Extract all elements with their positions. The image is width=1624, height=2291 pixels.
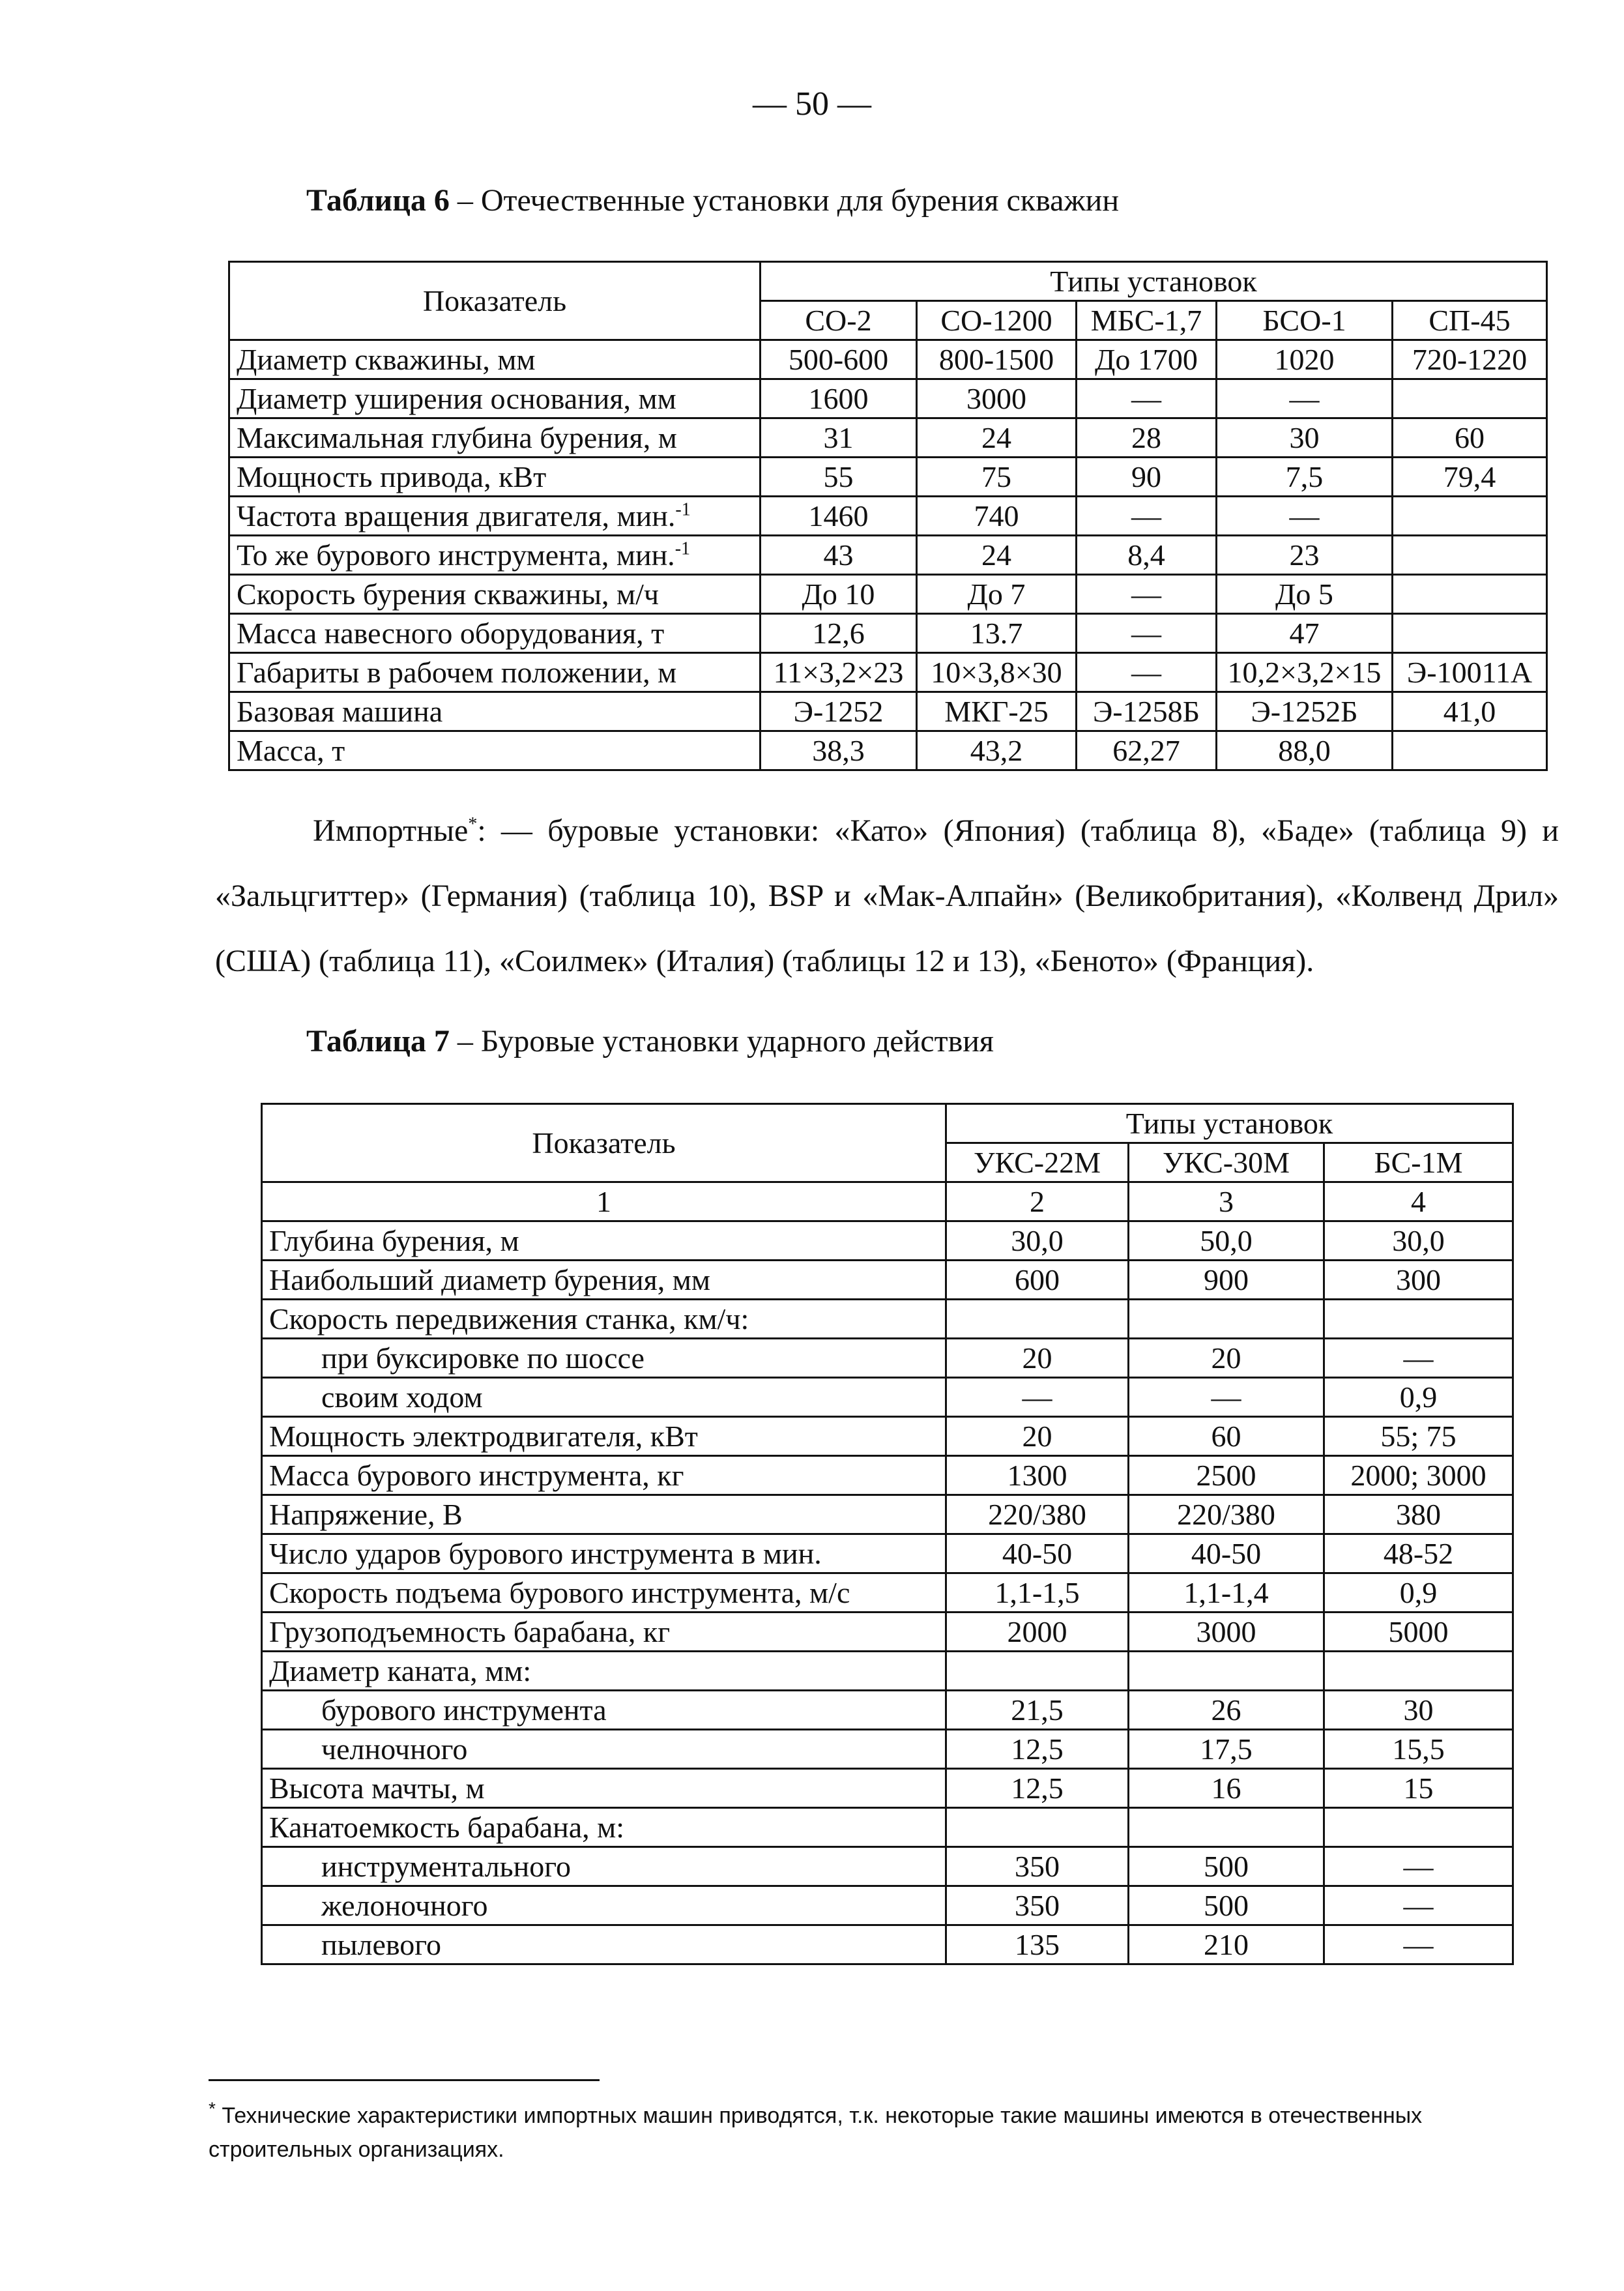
table6-type-header: СП-45 [1393, 301, 1547, 340]
table-cell: 0,9 [1324, 1378, 1513, 1417]
table-cell: 3000 [917, 379, 1077, 418]
table-cell: 1460 [761, 497, 917, 536]
table-cell: 500-600 [761, 340, 917, 379]
table-row [262, 1534, 1513, 1573]
table7-type-header: БС-1М [1324, 1143, 1513, 1182]
table-cell: 12,6 [761, 614, 917, 653]
table-row [262, 1691, 1513, 1730]
table-cell: — [946, 1378, 1129, 1417]
table-cell: 900 [1129, 1261, 1324, 1300]
table6-type-header: МБС-1,7 [1077, 301, 1217, 340]
table6-type-header: СО-2 [761, 301, 917, 340]
table-cell: 88,0 [1217, 731, 1393, 770]
table-cell: — [1324, 1847, 1513, 1886]
table-cell: 12,5 [946, 1730, 1129, 1769]
table-cell: Э-1252 [761, 692, 917, 731]
table-cell: 55; 75 [1324, 1417, 1513, 1456]
table-cell [1129, 1300, 1324, 1339]
table6-caption-label: Таблица 6 [306, 183, 450, 218]
table-cell: 17,5 [1129, 1730, 1324, 1769]
row-label [229, 458, 761, 497]
table-cell: 1,1-1,5 [946, 1573, 1129, 1612]
column-number: 4 [1324, 1182, 1513, 1221]
row-label-text: Мощность привода, кВт [237, 460, 547, 493]
table-row [262, 1730, 1513, 1769]
table-cell [1129, 1652, 1324, 1691]
table-row [262, 1417, 1513, 1456]
row-label: Скорость подъема бурового инструмента, м/с [262, 1573, 946, 1612]
table-cell [946, 1808, 1129, 1847]
table-cell: 62,27 [1077, 731, 1217, 770]
table-cell [946, 1300, 1129, 1339]
table-cell: 23 [1217, 536, 1393, 575]
table-cell [1129, 1808, 1324, 1847]
table7 [261, 1103, 1514, 1965]
table-cell: 1,1-1,4 [1129, 1573, 1324, 1612]
table-row [262, 1495, 1513, 1534]
table-cell: — [1324, 1339, 1513, 1378]
table-cell: 30,0 [1324, 1221, 1513, 1261]
table-cell: — [1077, 614, 1217, 653]
table-cell: 11×3,2×23 [761, 653, 917, 692]
row-label: Глубина бурения, м [262, 1221, 946, 1261]
table-cell: 8,4 [1077, 536, 1217, 575]
table-cell: 47 [1217, 614, 1393, 653]
table-cell: Э-10011А [1393, 653, 1547, 692]
row-label: Мощность электродвигателя, кВт [262, 1417, 946, 1456]
table-row [229, 536, 1547, 575]
row-label [229, 379, 761, 418]
table-cell: 43,2 [917, 731, 1077, 770]
row-label-text: Скорость бурения скважины, м/ч [237, 577, 660, 611]
table-cell: 5000 [1324, 1612, 1513, 1652]
table-cell: 1300 [946, 1456, 1129, 1495]
table-cell: 500 [1129, 1847, 1324, 1886]
table-cell: 38,3 [761, 731, 917, 770]
row-label: при буксировке по шоссе [262, 1339, 946, 1378]
table-cell: 30,0 [946, 1221, 1129, 1261]
table-cell: 28 [1077, 418, 1217, 458]
table-row [262, 1612, 1513, 1652]
row-label: Канатоемкость барабана, м: [262, 1808, 946, 1847]
table-row [262, 1573, 1513, 1612]
table6-type-header: БСО-1 [1217, 301, 1393, 340]
table-cell: 350 [946, 1847, 1129, 1886]
table-cell: 10,2×3,2×15 [1217, 653, 1393, 692]
table-cell: 20 [946, 1339, 1129, 1378]
table-cell: — [1324, 1886, 1513, 1925]
table-cell [1393, 536, 1547, 575]
table-cell: 800-1500 [917, 340, 1077, 379]
table-cell [1393, 731, 1547, 770]
imports-paragraph [215, 798, 1559, 994]
table-row [262, 1339, 1513, 1378]
table-cell: МКГ-25 [917, 692, 1077, 731]
table6-caption [306, 182, 1119, 218]
imports-paragraph-start: Импортные [313, 813, 469, 848]
footnote [209, 2099, 1564, 2167]
table6 [228, 261, 1548, 771]
table-cell: До 7 [917, 575, 1077, 614]
row-label-text: Максимальная глубина бурения, м [237, 420, 677, 454]
row-label-sup: -1 [674, 538, 691, 559]
table-row [262, 1925, 1513, 1964]
table-cell: 720-1220 [1393, 340, 1547, 379]
table-row [229, 379, 1547, 418]
table-cell: 1020 [1217, 340, 1393, 379]
table-cell: 60 [1393, 418, 1547, 458]
table7-caption-label: Таблица 7 [306, 1024, 450, 1058]
footnote-divider [209, 2079, 600, 2081]
row-label-text: Диаметр уширения основания, мм [237, 381, 676, 415]
table-cell: 21,5 [946, 1691, 1129, 1730]
table-cell: 210 [1129, 1925, 1324, 1964]
table7-type-header: УКС-30М [1129, 1143, 1324, 1182]
table-cell: — [1077, 575, 1217, 614]
table-row [229, 614, 1547, 653]
row-label-text: То же бурового инструмента, мин. [237, 538, 675, 572]
table-row [262, 1808, 1513, 1847]
table-cell: До 5 [1217, 575, 1393, 614]
table-cell [1324, 1808, 1513, 1847]
table7-header-group: Типы установок [946, 1104, 1513, 1143]
table-row [229, 731, 1547, 770]
table-cell: 7,5 [1217, 458, 1393, 497]
table-cell: — [1077, 653, 1217, 692]
table-cell: 20 [1129, 1339, 1324, 1378]
table6-header-group: Типы установок [761, 262, 1547, 301]
table7-header-param: Показатель [262, 1104, 946, 1182]
table-cell: 500 [1129, 1886, 1324, 1925]
table-row [262, 1769, 1513, 1808]
table-cell: 600 [946, 1261, 1129, 1300]
row-label [229, 340, 761, 379]
footnote-text: Технические характеристики импортных машин приводятся, т.к. некоторые такие машины имеются в отечественных строительных организациях. [209, 2103, 1423, 2162]
table-cell: 220/380 [946, 1495, 1129, 1534]
table6-header-param: Показатель [229, 262, 761, 340]
table-cell: — [1217, 497, 1393, 536]
row-label [229, 731, 761, 770]
table-cell: — [1129, 1378, 1324, 1417]
page-number: — 50 — [753, 85, 871, 123]
footnote-marker: * [468, 814, 478, 834]
table-cell [1393, 379, 1547, 418]
row-label: Число ударов бурового инструмента в мин. [262, 1534, 946, 1573]
row-label: Грузоподъемность барабана, кг [262, 1612, 946, 1652]
table-cell: — [1324, 1925, 1513, 1964]
footnote-star: * [209, 2098, 216, 2119]
row-label: желоночного [262, 1886, 946, 1925]
table-cell: 350 [946, 1886, 1129, 1925]
row-label [229, 497, 761, 536]
table-cell: 26 [1129, 1691, 1324, 1730]
table-cell: 24 [917, 418, 1077, 458]
table-cell: 41,0 [1393, 692, 1547, 731]
table-row [262, 1378, 1513, 1417]
table-row [262, 1652, 1513, 1691]
row-label-text: Диаметр скважины, мм [237, 342, 536, 376]
column-number: 1 [262, 1182, 946, 1221]
table-cell: 50,0 [1129, 1221, 1324, 1261]
table-cell: Э-1252Б [1217, 692, 1393, 731]
table-cell: 15 [1324, 1769, 1513, 1808]
row-label [229, 692, 761, 731]
row-label [229, 536, 761, 575]
table-cell: 10×3,8×30 [917, 653, 1077, 692]
table-cell: 30 [1324, 1691, 1513, 1730]
table-row [229, 458, 1547, 497]
row-label: Масса бурового инструмента, кг [262, 1456, 946, 1495]
table-row [262, 1886, 1513, 1925]
table-row [262, 1221, 1513, 1261]
row-label-text: Базовая машина [237, 694, 443, 728]
table-cell: 3000 [1129, 1612, 1324, 1652]
row-label-text: Масса, т [237, 733, 345, 767]
column-number: 2 [946, 1182, 1129, 1221]
table-cell: 30 [1217, 418, 1393, 458]
table-cell: — [1077, 497, 1217, 536]
table6-header-row [229, 262, 1547, 301]
table-cell: 12,5 [946, 1769, 1129, 1808]
table7-type-header: УКС-22М [946, 1143, 1129, 1182]
table7-header-row [262, 1104, 1513, 1143]
row-label: челночного [262, 1730, 946, 1769]
table7-caption [306, 1023, 994, 1059]
table-row [229, 497, 1547, 536]
row-label: Высота мачты, м [262, 1769, 946, 1808]
row-label: бурового инструмента [262, 1691, 946, 1730]
table-cell [1393, 614, 1547, 653]
table-row [262, 1300, 1513, 1339]
table-cell: — [1077, 379, 1217, 418]
table-cell: — [1217, 379, 1393, 418]
row-label: Напряжение, В [262, 1495, 946, 1534]
column-number: 3 [1129, 1182, 1324, 1221]
row-label: пылевого [262, 1925, 946, 1964]
table-cell: 20 [946, 1417, 1129, 1456]
table-cell: 40-50 [1129, 1534, 1324, 1573]
table-cell: 60 [1129, 1417, 1324, 1456]
row-label [229, 653, 761, 692]
table-cell [946, 1652, 1129, 1691]
table-cell: 740 [917, 497, 1077, 536]
row-label: своим ходом [262, 1378, 946, 1417]
table-cell: 380 [1324, 1495, 1513, 1534]
table-row [229, 692, 1547, 731]
table-cell: 135 [946, 1925, 1129, 1964]
row-label-text: Частота вращения двигателя, мин. [237, 499, 676, 533]
table-cell: 220/380 [1129, 1495, 1324, 1534]
row-label-text: Масса навесного оборудования, т [237, 616, 665, 650]
table6-type-header: СО-1200 [917, 301, 1077, 340]
table-cell: До 1700 [1077, 340, 1217, 379]
table-cell: 15,5 [1324, 1730, 1513, 1769]
table-cell: 1600 [761, 379, 917, 418]
table-cell: 40-50 [946, 1534, 1129, 1573]
table7-caption-title: – Буровые установки ударного действия [449, 1024, 994, 1058]
table-row [229, 340, 1547, 379]
table-row [262, 1847, 1513, 1886]
table-cell [1393, 575, 1547, 614]
table-cell [1324, 1300, 1513, 1339]
table-cell: 90 [1077, 458, 1217, 497]
table-cell: 55 [761, 458, 917, 497]
row-label [229, 418, 761, 458]
row-label: Наибольший диаметр бурения, мм [262, 1261, 946, 1300]
table-cell: 43 [761, 536, 917, 575]
table-cell [1393, 497, 1547, 536]
table-cell: 79,4 [1393, 458, 1547, 497]
table-cell: 31 [761, 418, 917, 458]
row-label [229, 575, 761, 614]
row-label: Скорость передвижения станка, км/ч: [262, 1300, 946, 1339]
row-label: Диаметр каната, мм: [262, 1652, 946, 1691]
table-row [229, 418, 1547, 458]
table-cell: Э-1258Б [1077, 692, 1217, 731]
table-row [229, 653, 1547, 692]
table-cell: 75 [917, 458, 1077, 497]
table-row [262, 1456, 1513, 1495]
table-row [229, 575, 1547, 614]
table6-caption-title: – Отечественные установки для бурения скважин [449, 183, 1119, 218]
table-cell: 2500 [1129, 1456, 1324, 1495]
table-cell: 300 [1324, 1261, 1513, 1300]
table-cell: 2000 [946, 1612, 1129, 1652]
table-cell: До 10 [761, 575, 917, 614]
row-label [229, 614, 761, 653]
row-label-sup: -1 [675, 499, 691, 520]
row-label: инструментального [262, 1847, 946, 1886]
table-cell: 2000; 3000 [1324, 1456, 1513, 1495]
row-label-text: Габариты в рабочем положении, м [237, 655, 677, 689]
table-cell: 13.7 [917, 614, 1077, 653]
table-cell: 48-52 [1324, 1534, 1513, 1573]
table-cell: 24 [917, 536, 1077, 575]
table-row [262, 1261, 1513, 1300]
table-cell [1324, 1652, 1513, 1691]
table7-numbers-row [262, 1182, 1513, 1221]
table-cell: 0,9 [1324, 1573, 1513, 1612]
table-cell: 16 [1129, 1769, 1324, 1808]
imports-paragraph-text: : — буровые установки: «Като» (Япония) (таблица 8), «Баде» (таблица 9) и «Зальцгиттер» (Германия) (таблица 10), BSP и «Мак-Алпайн» (Великобритания), «Колвенд Дрил» (США) (таблица 11), «Соилмек» (Италия) (таблицы 12 и 13), «Беното» (Франция). [215, 813, 1559, 978]
